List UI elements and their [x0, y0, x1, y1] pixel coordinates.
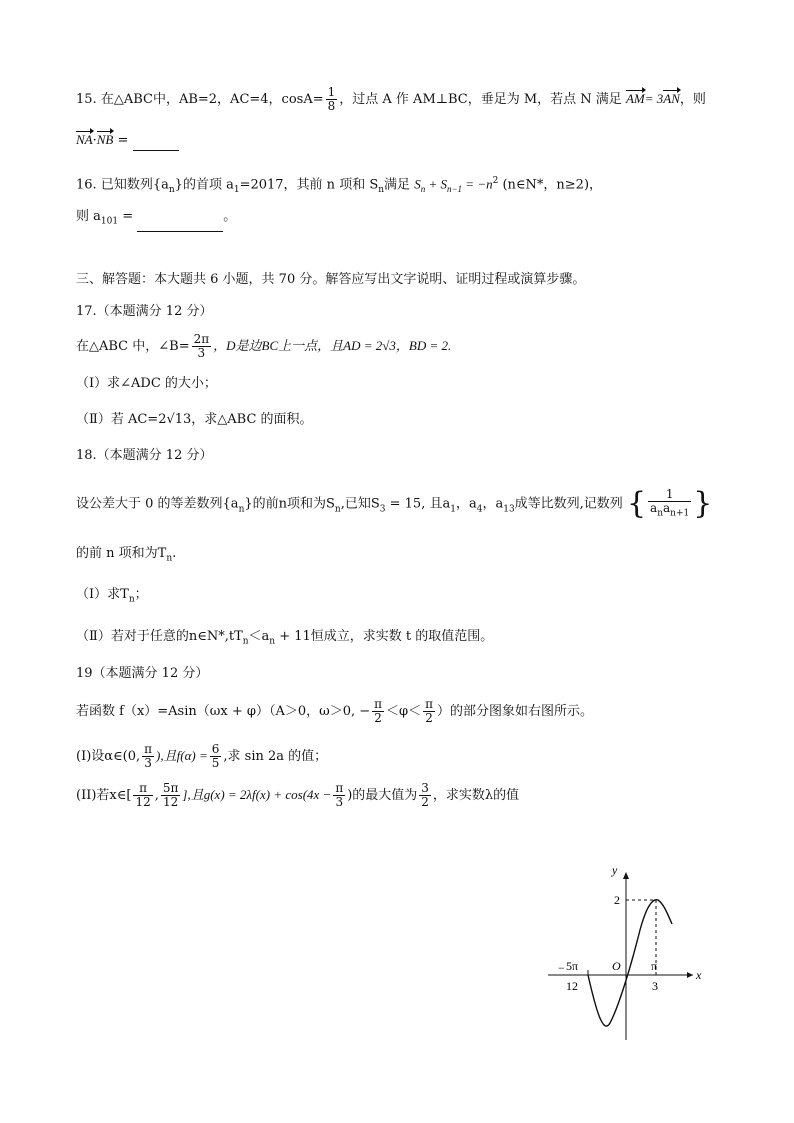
vector-na: NA	[76, 130, 93, 150]
q18-part-2-text: （Ⅱ）若对于任意的n∈N*,tT	[76, 629, 243, 644]
q16-text-4: 满足	[384, 177, 411, 193]
q18-part-2	[76, 627, 493, 652]
left-minus: −	[558, 961, 565, 975]
q19-text-1: 若函数 f（x）=Asin（ωx + φ）（A＞0，ω＞0, −	[76, 704, 371, 719]
answer-blank-15[interactable]	[133, 136, 179, 151]
q18-sub-2: n	[334, 504, 341, 515]
f-alpha-fraction	[210, 743, 222, 770]
q18-text-6: ，a	[482, 496, 504, 512]
q16-text-3: =2017，其前 n 项和 S	[239, 177, 379, 193]
a101-sub: 101	[100, 216, 119, 227]
q18-text-5: ，a	[455, 496, 477, 512]
q18-part-1-end: ；	[134, 587, 148, 602]
frac-5pi: 5π	[162, 781, 179, 795]
q18-text-8: 的前 n 项和为T	[76, 546, 167, 561]
frac-3-3: 3	[421, 781, 429, 795]
q19-heading: 19（本题满分 12 分）	[76, 666, 209, 681]
reciprocal-numerator: 1	[648, 488, 691, 502]
q18-text-2: }的前n项和为S	[244, 496, 335, 512]
q17-text-2: ，D是边BC上一点，且AD = 2√3，BD = 2.	[213, 338, 452, 353]
vector-am: AM	[626, 89, 645, 109]
q18-part-2-text-b: ＜a	[248, 629, 270, 644]
q15-equals-3: = 3	[644, 91, 664, 106]
cos-numerator: 1	[327, 85, 336, 99]
q15-text-1: 在△ABC中，AB=2，AC=4，cosA=	[100, 92, 324, 107]
phi-upper-fraction	[423, 698, 435, 725]
q16-text-2: 的首项 a	[182, 177, 234, 193]
formula-sub1: n	[420, 183, 426, 194]
q15-line1	[76, 86, 706, 113]
q18-sub-4: n	[166, 553, 173, 564]
q18-sub-a4: 4	[476, 504, 483, 515]
q18-sub-a1: 1	[450, 504, 456, 515]
sine-graph-figure	[548, 860, 748, 1050]
q17-part-1: （Ⅰ）求∠ADC 的大小；	[76, 376, 217, 391]
frac-12-2: 12	[163, 795, 179, 809]
q15-number: 15.	[76, 92, 97, 107]
vector-nb: NB	[97, 130, 114, 150]
left-fraction-num: 5π	[566, 959, 579, 973]
angle-b-denominator: 3	[197, 346, 206, 360]
frac-pi-1: π	[374, 697, 383, 711]
q16-text-5: 则 a	[76, 209, 101, 224]
cos-denominator: 8	[327, 99, 336, 113]
frac-pi-2: π	[425, 697, 434, 711]
vector-an: AN	[663, 89, 680, 109]
angle-b-fraction	[192, 333, 212, 360]
q19-part-2-b: ],且g(x) = 2λf(x) + cos(4x −	[182, 787, 332, 802]
q18-text-9: .	[172, 546, 177, 561]
q17-text-1: 在△ABC 中，∠B=	[76, 339, 190, 354]
x-axis-label: x	[696, 968, 702, 982]
q15-text-3: ，则	[679, 92, 706, 107]
y-axis-arrow	[623, 872, 629, 879]
frac-3-2: 3	[335, 795, 344, 809]
formula-plus: + S	[425, 176, 447, 192]
cos-shift-fraction	[333, 782, 345, 809]
q18-part-2-sub-2: n	[269, 636, 276, 647]
q16-text-1: 已知数列	[100, 177, 153, 193]
frac-2-2: 2	[425, 711, 433, 725]
x-lower-fraction	[133, 782, 152, 809]
q19-part-2: (II)若x∈[ $\frac{\pi}{12}$ , $\frac{5\pi}{12}$ ],且g(x) = 2λf(x) + cos(4x − $\frac{\pi}{3}$ )的最大值为 $\frac{3}{2}$ ，求实数λ的值	[76, 781, 520, 809]
q19-part-1	[76, 743, 327, 770]
frac-pi-5: π	[335, 781, 344, 795]
q18-text-7: 成等比数列,记数列	[514, 496, 623, 512]
q16-number: 16.	[76, 177, 97, 193]
q16-line2	[76, 207, 236, 232]
formula-s: S	[414, 176, 421, 192]
q19-part-2-a: (II)若x∈[	[76, 788, 132, 803]
frac-pi-3: π	[144, 742, 153, 756]
den-a: a	[650, 501, 658, 515]
formula-eq: = −n	[462, 176, 493, 192]
answer-blank-16[interactable]	[137, 217, 223, 232]
right-fraction-den: 3	[652, 979, 658, 993]
q19-text-2: ＜φ＜	[386, 704, 422, 719]
q19-text-3: ）的部分图象如右图所示。	[437, 704, 594, 719]
right-fraction-num: π	[651, 959, 658, 973]
reciprocal-denominator	[648, 502, 691, 520]
q19-part-1-a: (I)设α∈(0,	[76, 749, 141, 764]
frac-5: 5	[211, 756, 220, 770]
max-value-fraction	[419, 782, 431, 809]
q17-part-2: （Ⅱ）若 AC=2√13，求△ABC 的面积。	[76, 412, 313, 427]
q19-part-1-b: ),且f(α) =	[156, 748, 208, 763]
q18-part-1	[76, 585, 148, 610]
q15-equals: =	[117, 133, 129, 148]
q17-heading: 17.（本题满分 12 分）	[76, 304, 213, 319]
den-sub-n: n	[657, 508, 663, 519]
alpha-bound-fraction	[142, 743, 154, 770]
q16-end: 。	[223, 209, 237, 224]
a1-sub: 1	[233, 184, 240, 195]
reciprocal-fraction	[648, 488, 691, 520]
y-axis-label: y	[612, 863, 618, 877]
sine-curve	[588, 900, 672, 1026]
x-axis-arrow	[687, 972, 693, 978]
q18-part-2-text-c: + 11恒成立，求实数 t 的取值范围。	[275, 629, 494, 644]
q18-stem-1	[76, 488, 712, 520]
left-fraction-den: 12	[566, 979, 578, 993]
den-a2: a	[663, 501, 671, 515]
section-heading: 三、解答题：本大题共 6 小题，共 70 分。解答应写出文字说明、证明过程或演算步骤。	[76, 272, 586, 287]
q19-part-1-c: ,求 sin 2a 的值；	[223, 749, 328, 764]
seq-open: {a	[152, 177, 169, 193]
frac-2-3: 2	[421, 795, 429, 809]
frac-pi-4: π	[133, 782, 152, 796]
q17-stem	[76, 333, 451, 360]
dot-operator: ·	[92, 133, 97, 148]
q16-equals: =	[118, 209, 138, 224]
q18-text-4: = 15, 且a	[385, 496, 451, 512]
q15-text-2: ，过点 A 作 AM⊥BC，垂足为 M，若点 N 满足	[339, 92, 622, 107]
q16-condition: (n∈N*，n≥2)，	[502, 177, 603, 193]
frac-2-1: 2	[374, 711, 382, 725]
frac-3-1: 3	[144, 756, 152, 770]
sn-sub: n	[378, 184, 385, 195]
q18-part-1-sub: n	[128, 594, 135, 605]
frac-6: 6	[211, 742, 220, 756]
x-upper-fraction	[161, 782, 181, 809]
q18-text-1: 设公差大于 0 的等差数列{a	[76, 496, 239, 512]
brace-close: }	[693, 486, 713, 522]
formula-sup: 2	[492, 176, 499, 186]
seq-close: }	[174, 177, 183, 193]
angle-b-numerator: 2π	[193, 332, 210, 346]
q18-heading: 18.（本题满分 12 分）	[76, 448, 213, 463]
den-sub-n1: n+1	[670, 508, 690, 519]
q18-sub-1: n	[238, 504, 245, 515]
q18-stem-2	[76, 544, 176, 569]
y-tick-2: 2	[614, 893, 620, 907]
cos-fraction	[326, 86, 338, 113]
frac-12-1: 12	[135, 795, 151, 809]
q18-sub-a13: 13	[503, 504, 515, 515]
q18-part-2-sub: n	[242, 636, 249, 647]
origin-label: O	[612, 959, 621, 973]
q19-part-2-d: ，求实数λ的值	[432, 788, 520, 803]
q18-sub-3: 3	[379, 504, 386, 515]
q19-part-2-c: )的最大值为	[347, 788, 418, 803]
q16-line1	[76, 171, 602, 200]
q15-line2	[76, 130, 179, 151]
formula-sub2: n−1	[446, 183, 463, 194]
brace-open: {	[626, 486, 647, 522]
phi-lower-fraction	[372, 698, 384, 725]
q19-stem	[76, 698, 593, 725]
q18-text-3: ,已知S	[340, 496, 380, 512]
seq-sub: n	[168, 184, 175, 195]
q18-part-1-text: （Ⅰ）求T	[76, 587, 129, 602]
